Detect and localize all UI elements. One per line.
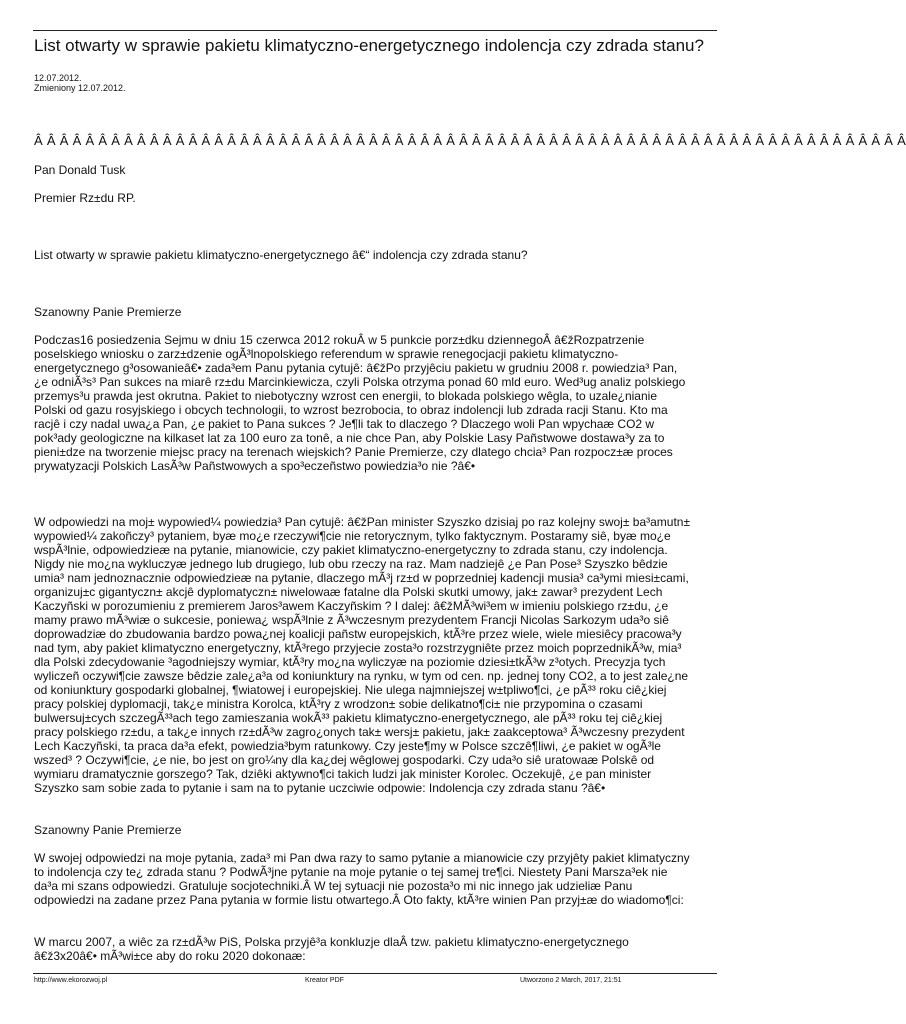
article-meta: [34, 73, 126, 93]
addressee-role: Premier Rz±du RP.: [34, 191, 136, 205]
paragraph-1: Podczas16 posiedzenia Sejmu w dniu 15 czerwca 2012 rokuÂ w 5 punkcie porz±dku dziennegoÂ â€žRozpatrzenie poselskiego wniosku o zarz±dzenie ogÃ³lnopolskiego referendum w sprawie renegocjacji pakietu klimatyczno-energetycznego g³osowanieâ€• zada³em Panu pytania cytujê: â€žPo przyjêciu pakietu w grudniu 2008 r. powiedzia³ Pan, ¿e odniÃ³s³ Pan sukces na miarê rz±du Marcinkiewicza, czyli Polska otrzyma ponad 60 mld euro. Wed³ug analiz polskiego przemys³u prawda jest okrutna. Pakiet to niebotyczny wzrost cen energii, to blokada polskiego wêgla, to uzale¿nianie Polski od gazu rosyjskiego i obcych technologii, to wzrost bezrobocia, to obraz indolencji lub zdrada racji Stanu. Kto ma racjê i czy nadal uwa¿a Pan, ¿e pakiet to Pana sukces ? Je¶li tak to dlaczego ? Dlaczego woli Pan wpychaæ CO2 w pok³ady geologiczne na kilkaset lat za 100 euro za tonê, a nie chce Pan, aby Polskie Lasy Pañstwowe dostawa³y za to pieni±dze na tworzenie miejsc pracy na terenach wiejskich? Panie Premierze, czy dlatego chcia³ Pan rozpocz±æ proces prywatyzacji Polskich LasÃ³w Pañstwowych a spo³eczeñstwo powiedzia³o nie ?â€•: [34, 333, 686, 473]
addressee-name: Pan Donald Tusk: [34, 163, 126, 177]
greeting-second: Szanowny Panie Premierze: [34, 823, 182, 837]
paragraph-4: W marcu 2007, a wiêc za rz±dÃ³w PiS, Polska przyjê³a konkluzje dlaÂ tzw. pakietu klimatyczno-energetycznego â€ž3x20â€• mÃ³wi±ce aby do roku 2020 dokonaæ:: [34, 935, 629, 963]
encoding-artifact-line: Â Â Â Â Â Â Â Â Â Â Â Â Â Â Â Â Â Â Â Â Â Â Â Â Â Â Â Â Â Â Â Â Â Â Â Â Â Â Â Â Â Â Â Â Â Â Â Â Â Â Â Â Â Â Â Â Â Â Â Â Â Â Â Â Â Â Â Â: [34, 133, 906, 148]
publish-date: 12.07.2012.: [34, 73, 82, 83]
modified-date: Zmieniony 12.07.2012.: [34, 83, 126, 93]
footer-creator: Kreator PDF: [305, 977, 344, 984]
footer-created: Utworzono 2 March, 2017, 21:51: [520, 977, 622, 984]
letter-subtitle: List otwarty w sprawie pakietu klimatyczno-energetycznego â€“ indolencja czy zdrada stanu?: [34, 248, 528, 262]
greeting-first: Szanowny Panie Premierze: [34, 305, 182, 319]
footer-url[interactable]: http://www.ekorozwoj.pl: [34, 977, 108, 984]
paragraph-2: W odpowiedzi na moj± wypowied¼ powiedzia³ Pan cytujê: â€žPan minister Szyszko dzisiaj po raz kolejny swoj± ba³amutn± wypowied¼ zakoñczy³ pytaniem, byæ mo¿e rzeczywi¶cie nie retorycznym, tylko faktycznym. Postaramy siê, byæ mo¿e wspÃ³lnie, odpowiedzieæ na pytanie, mianowicie, czy pakiet klimatyczno-energetyczny to zdrada stanu, czy indolencja. Nigdy nie mo¿na wykluczyæ jednego lub drugiego, lub obu rzeczy na raz. Mam nadziejê ¿e Pan Pose³ Szyszko bêdzie umia³ nam jednoznacznie odpowiedzieæ na pytanie, dlaczego mÃ³j rz±d w poprzedniej kadencji musia³ ca³ymi miesi±cami, organizuj±c gigantyczn± akcjê dyplomatyczn± niwelowaæ fatalne dla Polski skutki umowy, jak± zawar³ prezydent Lech Kaczyñski w porozumieniu z premierem Jaros³awem Kaczyñskim ? I dalej: â€žMÃ³wi³em w imieniu polskiego rz±du, ¿e mamy prawo mÃ³wiæ o sukcesie, poniewa¿ wspÃ³lnie z Ã³wczesnym prezydentem Francji Nicolas Sarkozym uda³o siê doprowadziæ do zbudowania bardzo powa¿nej koalicji pañstw europejskich, ktÃ³re przez wiele, wiele miesiêcy pracowa³y nad tym, aby pakiet klimatyczno energetyczny, ktÃ³rego przyjecie zosta³o rozstrzygniête przez moich poprzednikÃ³w, mia³ dla Polski zdecydowanie ³agodniejszy wymiar, ktÃ³ry mo¿na wyliczyæ na poziomie dziesi±tkÃ³w z³otych. Precyzja tych wyliczeñ oczywi¶cie zawsze bêdzie zale¿a³a od koniunktury na rynku, w tym od cen. np. jednej tony CO2, a to jest zale¿ne od koniunktury gospodarki globalnej, ¶wiatowej i europejskiej. Nie ulega najmniejszej w±tpliwo¶ci, ¿e pÃ³³ roku ciê¿kiej pracy polskiej dyplomacji, tak¿e ministra Korolca, ktÃ³ry z wrodzon± sobie delikatno¶ci± nie przypomina o czasami bulwersuj±cych szczegÃ³³ach tego zamieszania wokÃ³³ pakietu klimatyczno-energetycznego, ale pÃ³³ roku tej ciê¿kiej pracy polskiego rz±du, a tak¿e innych rz±dÃ³w zagro¿onych tak± wersj± pakietu, jak± zaakceptowa³ Ã³wczesny prezydent Lech Kaczyñski, ta praca da³a efekt, powiedzia³bym ratunkowy. Czy jeste¶my w Polsce szczê¶liwi, ¿e pakiet w ogÃ³le wszed³ ? Oczywi¶cie, ¿e nie, bo jest on gro¼ny dla ka¿dej wêglowej gospodarki. Czy uda³o siê uratowaæ Polskê od wymiaru dramatycznie gorszego? Tak, dziêki aktywno¶ci takich ludzi jak minister Korolec. Oczekujê, ¿e pan minister Szyszko sam sobie zada to pytanie i sam na to pytanie uczciwie odpowie: Indolencja czy zdrada stanu ?â€•: [34, 515, 691, 795]
footer-rule: [33, 973, 717, 974]
paragraph-3: W swojej odpowiedzi na moje pytania, zada³ mi Pan dwa razy to samo pytanie a mianowicie czy przyjêty pakiet klimatyczny to indolencja czy te¿ zdrada stanu ? PodwÃ³jne pytanie na moje pytanie o tej samej tre¶ci. Niestety Pani Marsza³ek nie da³a mi szans odpowiedzi. Gratuluje socjotechniki.Â W tej sytuacji nie pozosta³o mi nic innego jak udzieliæ Panu odpowiedzi na zadane przez Pana pytania w formie listu otwartego.Â Oto fakty, ktÃ³re winien Pan przyj±æ do wiadomo¶ci:: [34, 851, 690, 907]
page-title: List otwarty w sprawie pakietu klimatyczno-energetycznego indolencja czy zdrada stanu?: [34, 36, 704, 55]
header-rule: [33, 30, 717, 31]
